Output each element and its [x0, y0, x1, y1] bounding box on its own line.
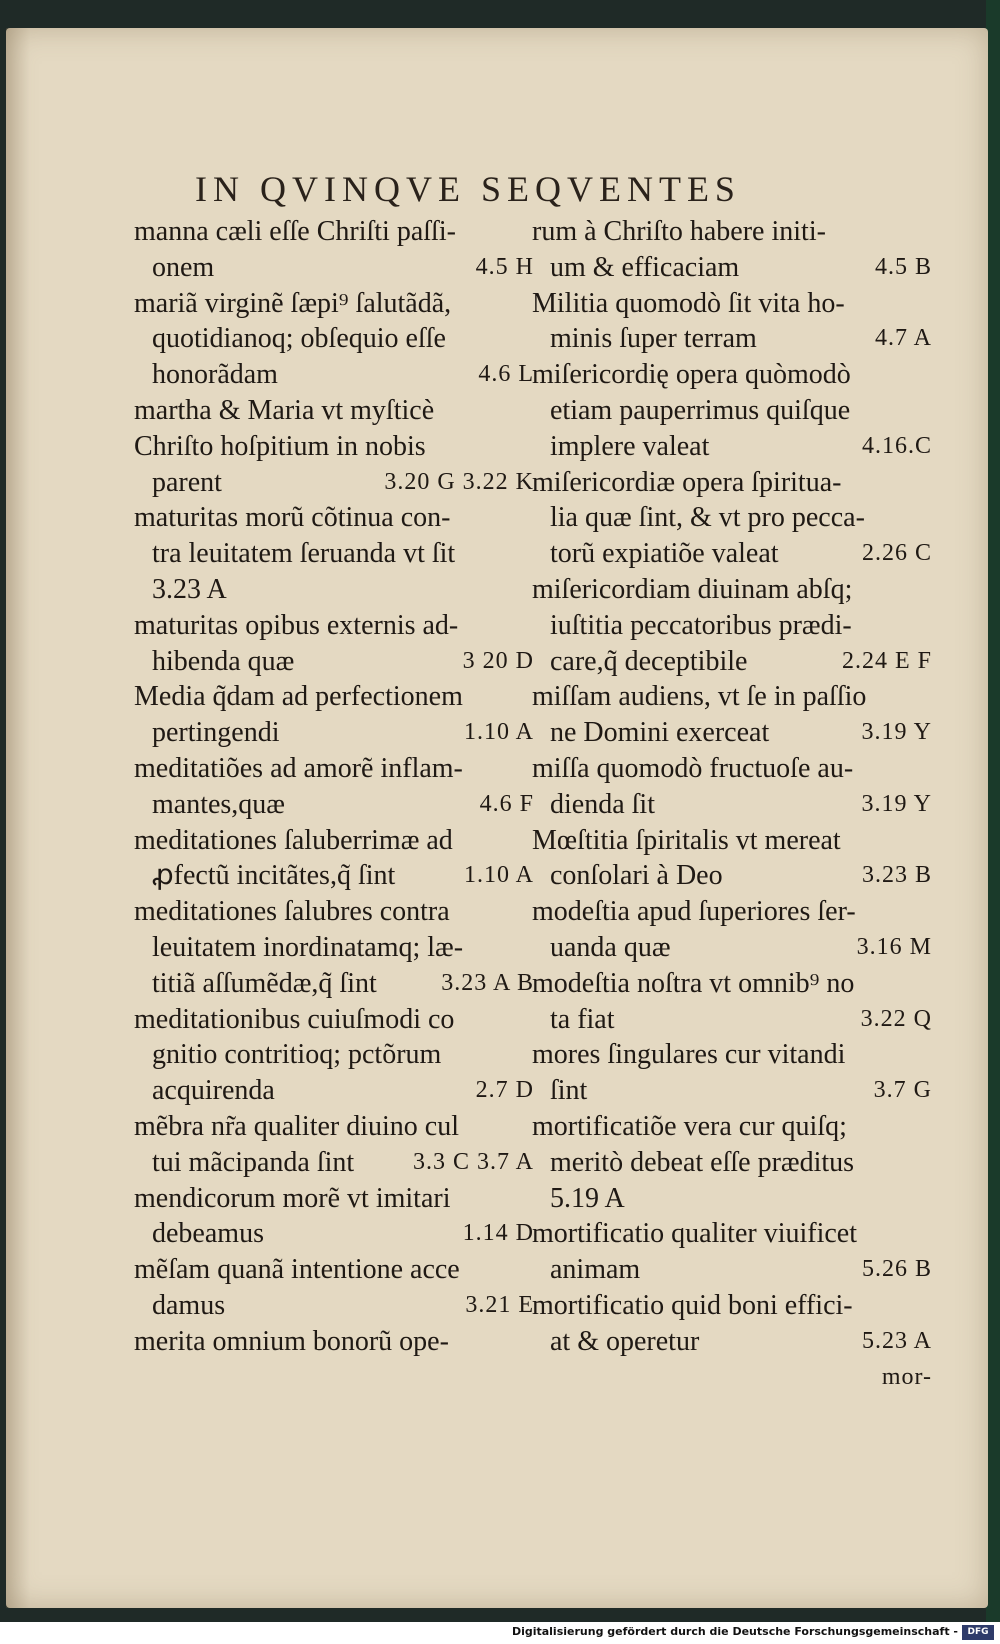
- entry-text: meritò debeat eſſe præditus: [550, 1146, 855, 1178]
- index-entry-line: [532, 1109, 932, 1145]
- entry-text: maturitas morũ cõtinua con-: [134, 502, 451, 534]
- index-entry-line: [134, 858, 534, 894]
- index-column-right: [532, 214, 932, 1395]
- entry-text: modeſtia noſtra vt omnib⁹ no: [532, 967, 855, 999]
- entry-text: gnitio contritioq; pctõrum: [152, 1039, 442, 1071]
- index-entry-line: [134, 429, 534, 465]
- index-entry-line: [532, 214, 932, 250]
- page-reference: 3.7 G: [873, 1077, 932, 1104]
- entry-text: debeamus: [152, 1218, 264, 1250]
- page-reference: mor-: [881, 1363, 932, 1390]
- index-entry-line: [134, 1109, 534, 1145]
- entry-text: miſericordiam diuinam abſq;: [532, 573, 853, 605]
- index-entry-line: [134, 751, 534, 787]
- index-entry-line: [134, 1073, 534, 1109]
- entry-text: honorãdam: [152, 359, 278, 391]
- index-entry-line: [134, 679, 534, 715]
- entry-text: hibenda quæ: [152, 645, 295, 677]
- entry-text: martha & Maria vt myſticè: [134, 394, 435, 426]
- index-entry-line: [532, 500, 932, 536]
- index-entry-line: [134, 393, 534, 429]
- entry-text: damus: [152, 1289, 226, 1321]
- index-entry-line: [134, 250, 534, 286]
- page-reference: 3.21 E: [465, 1291, 534, 1318]
- index-entry-line: [532, 393, 932, 429]
- entry-text: manna cæli eſſe Chriſti paſſi-: [134, 216, 456, 247]
- index-entry-line: [532, 644, 932, 680]
- entry-text: Mœſtitia ſpiritalis vt mereat: [532, 824, 841, 856]
- entry-text: Chriſto hoſpitium in nobis: [134, 430, 426, 462]
- entry-text: iuſtitia peccatoribus prædi-: [550, 609, 852, 641]
- page-reference: 3.22 Q: [860, 1005, 932, 1032]
- index-entry-line: [134, 286, 534, 322]
- index-entry-line: [134, 644, 534, 680]
- index-entry-line: [134, 572, 534, 608]
- index-entry-line: [532, 787, 932, 823]
- entry-text: miſericordię opera quòmodò: [532, 359, 851, 391]
- index-entry-line: [134, 1324, 534, 1360]
- index-entry-line: [532, 751, 932, 787]
- index-entry-line: [134, 1252, 534, 1288]
- entry-text: maturitas opibus externis ad-: [134, 609, 459, 641]
- entry-text: 3.23 A: [152, 573, 227, 605]
- index-entry-line: [134, 787, 534, 823]
- page-reference: 3.16 M: [856, 933, 932, 960]
- page-reference: 3.19 Y: [861, 790, 932, 817]
- page-reference: 1.14 D: [462, 1220, 534, 1247]
- entry-text: ꝓfectũ incitãtes,q̃ ſint: [152, 860, 396, 892]
- book-binding-edge: [986, 0, 1000, 1622]
- page-reference: 4.6 F: [479, 790, 534, 817]
- digitization-footer: [0, 1622, 1000, 1644]
- entry-text: meditationibus cuiuſmodi co: [134, 1003, 455, 1035]
- entry-text: merita omnium bonorũ ope-: [134, 1325, 449, 1357]
- index-entry-line: [532, 1324, 932, 1360]
- funding-credit: Digitalisierung gefördert durch die Deutsche Forschungsgemeinschaft -: [511, 1625, 958, 1638]
- index-entry-line: [532, 966, 932, 1002]
- page-reference: 2.24 E F: [841, 647, 932, 674]
- index-entry-line: [134, 214, 534, 250]
- index-entry-line: [532, 715, 932, 751]
- page-reference: 4.16.C: [861, 432, 932, 459]
- index-entry-line: [134, 1181, 534, 1217]
- index-entry-line: [532, 1181, 932, 1217]
- entry-text: Media q̃dam ad perfectionem: [134, 681, 463, 713]
- entry-text: mẽſam quanã intentione acce: [134, 1254, 460, 1286]
- index-entry-line: [532, 465, 932, 501]
- index-entry-line: [134, 715, 534, 751]
- index-entry-line: [134, 966, 534, 1002]
- entry-text: tui mãcipanda ſint: [152, 1146, 355, 1178]
- page-reference: 3.19 Y: [861, 719, 932, 746]
- index-entry-line: [134, 608, 534, 644]
- entry-text: mores ſingulares cur vitandi: [532, 1039, 846, 1071]
- index-entry-line: [134, 321, 534, 357]
- page-reference: 3.20 G 3.22 K: [384, 468, 534, 495]
- page-reference: 5.23 A: [861, 1327, 932, 1354]
- index-entry-line: [532, 1252, 932, 1288]
- entry-text: implere valeat: [550, 430, 710, 462]
- page-reference: 3.3 C 3.7 A: [412, 1148, 534, 1175]
- index-entry-line: [134, 1002, 534, 1038]
- entry-text: lia quæ ſint, & vt pro pecca-: [550, 502, 865, 534]
- entry-text: at & operetur: [550, 1325, 700, 1357]
- entry-text: um & efficaciam: [550, 251, 740, 283]
- index-entry-line: [532, 1216, 932, 1252]
- index-entry-line: [134, 1037, 534, 1073]
- entry-text: meditationes ſalubres contra: [134, 896, 450, 928]
- page-reference: 3.23 A B: [441, 969, 534, 996]
- running-header: IN QVINQVE SEQVENTES: [195, 169, 741, 209]
- entry-text: miſſam audiens, vt ſe in paſſio: [532, 681, 867, 713]
- entry-text: ne Domini exerceat: [550, 717, 770, 749]
- index-entry-line: [532, 858, 932, 894]
- index-entry-line: [532, 250, 932, 286]
- dfg-logo: DFG: [962, 1625, 994, 1640]
- entry-text: animam: [550, 1254, 641, 1286]
- index-entry-line: [532, 286, 932, 322]
- index-entry-line: [532, 1037, 932, 1073]
- entry-text: mantes,quæ: [152, 788, 285, 820]
- index-entry-line: [532, 679, 932, 715]
- entry-text: pertingendi: [152, 717, 280, 749]
- entry-text: mortificatio qualiter viuificet: [532, 1218, 857, 1250]
- page-reference: 4.7 A: [874, 325, 932, 352]
- entry-text: parent: [152, 466, 222, 498]
- index-entry-line: [532, 1360, 932, 1396]
- index-entry-line: [134, 1288, 534, 1324]
- entry-text: acquirenda: [152, 1075, 275, 1107]
- entry-text: mendicorum morẽ vt imitari: [134, 1182, 451, 1214]
- index-entry-line: [134, 1216, 534, 1252]
- entry-text: titiã aſſumẽdæ,q̃ ſint: [152, 967, 377, 999]
- entry-text: onem: [152, 251, 215, 283]
- page-reference: 4.5 B: [874, 253, 932, 280]
- index-entry-line: [134, 930, 534, 966]
- index-entry-line: [134, 465, 534, 501]
- entry-text: Militia quomodò ſit vita ho-: [532, 287, 845, 319]
- index-entry-line: [134, 357, 534, 393]
- page-reference: 2.26 C: [861, 540, 932, 567]
- index-entry-line: [134, 1145, 534, 1181]
- index-entry-line: [134, 823, 534, 859]
- page-reference: 5.26 B: [861, 1256, 932, 1283]
- index-entry-line: [134, 536, 534, 572]
- page-reference: 1.10 A: [463, 862, 534, 889]
- entry-text: minis ſuper terram: [550, 323, 757, 355]
- index-entry-line: [532, 357, 932, 393]
- index-entry-line: [532, 321, 932, 357]
- entry-text: care,q̃ deceptibile: [550, 645, 748, 677]
- index-entry-line: [134, 894, 534, 930]
- entry-text: mariã virginẽ ſæpi⁹ ſalutãdã,: [134, 287, 452, 319]
- entry-text: quotidianoq; obſequio eſſe: [152, 323, 446, 355]
- page-reference: 1.10 A: [463, 719, 534, 746]
- page-gutter-shadow: [6, 28, 30, 1608]
- entry-text: 5.19 A: [550, 1182, 625, 1214]
- entry-text: leuitatem inordinatamq; læ-: [152, 931, 464, 963]
- index-entry-line: [532, 930, 932, 966]
- index-entry-line: [532, 536, 932, 572]
- entry-text: mẽbra nr̃a qualiter diuino cul: [134, 1110, 459, 1142]
- index-column-left: [134, 214, 534, 1360]
- entry-text: torũ expiatiõe valeat: [550, 538, 779, 570]
- entry-text: modeſtia apud ſuperiores ſer-: [532, 896, 856, 928]
- index-entry-line: [532, 608, 932, 644]
- entry-text: mortificatio quid boni effici-: [532, 1289, 853, 1321]
- index-entry-line: [532, 823, 932, 859]
- index-entry-line: [532, 572, 932, 608]
- entry-text: rum à Chriſto habere initi-: [532, 216, 826, 247]
- page-reference: 4.5 H: [475, 253, 534, 280]
- page-reference: 3.23 B: [861, 862, 932, 889]
- index-entry-line: [532, 429, 932, 465]
- index-entry-line: [532, 894, 932, 930]
- entry-text: uanda quæ: [550, 931, 671, 963]
- index-entry-line: [532, 1073, 932, 1109]
- entry-text: ſint: [550, 1075, 588, 1107]
- entry-text: meditationes ſaluberrimæ ad: [134, 824, 453, 856]
- entry-text: dienda ſit: [550, 788, 655, 820]
- page-reference: 3 20 D: [462, 647, 534, 674]
- entry-text: conſolari à Deo: [550, 860, 723, 892]
- entry-text: meditatiões ad amorẽ inflam-: [134, 752, 463, 784]
- page-reference: 2.7 D: [475, 1077, 534, 1104]
- index-entry-line: [134, 500, 534, 536]
- entry-text: miſericordiæ opera ſpiritua-: [532, 466, 842, 498]
- entry-text: tra leuitatem ſeruanda vt ſit: [152, 538, 456, 570]
- index-entry-line: [532, 1145, 932, 1181]
- index-entry-line: [532, 1002, 932, 1038]
- page-reference: 4.6 L: [478, 361, 534, 388]
- entry-text: etiam pauperrimus quiſque: [550, 394, 851, 426]
- entry-text: miſſa quomodò fructuoſe au-: [532, 752, 854, 784]
- entry-text: mortificatiõe vera cur quiſq;: [532, 1110, 847, 1142]
- index-entry-line: [532, 1288, 932, 1324]
- entry-text: ta fiat: [550, 1003, 615, 1035]
